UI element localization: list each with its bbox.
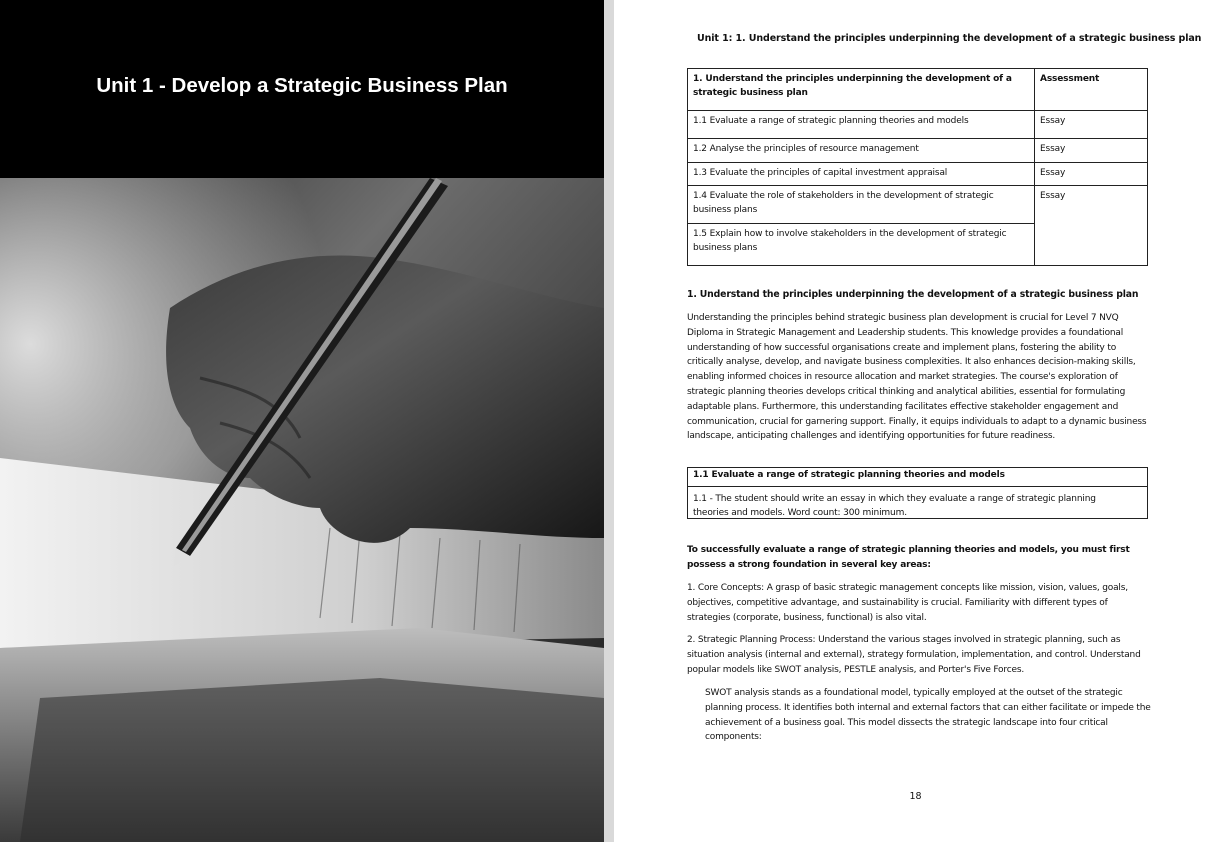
learning-outcomes-table xyxy=(687,68,1148,266)
assessment-cell: Essay xyxy=(1035,139,1148,163)
task-heading: 1.1 Evaluate a range of strategic planning theories and models xyxy=(688,468,1147,487)
page-gutter xyxy=(604,0,614,842)
table-row xyxy=(688,111,1148,139)
task-box xyxy=(687,467,1148,519)
task-body: 1.1 - The student should write an essay in which they evaluate a range of strategic planning theories and models. Word count: 300 minimum. xyxy=(693,494,1096,518)
table-header-row xyxy=(688,69,1148,111)
assessment-cell: Essay xyxy=(1035,186,1148,266)
left-page xyxy=(0,0,604,842)
table-row xyxy=(688,139,1148,163)
criterion-cell: 1.4 Evaluate the role of stakeholders in the development of strategic business plans xyxy=(688,186,1035,224)
core-concepts-paragraph: 1. Core Concepts: A grasp of basic strategic management concepts like mission, vision, values, goals, objectives, competitive advantage, and sustainability is crucial. Familiarity with different types of strategies (corporate, business, functional) is also vital. xyxy=(687,583,1128,623)
swot-paragraph: SWOT analysis stands as a foundational model, typically employed at the outset of the strategic planning process. It identifies both internal and external factors that can either facilitate or impede the achievement of a business goal. This model dissects the strategic landscape into four critical components: xyxy=(705,688,1151,743)
assessment-cell: Essay xyxy=(1035,163,1148,186)
planning-process-paragraph: 2. Strategic Planning Process: Understand the various stages involved in strategic planning, such as situation analysis (internal and external), strategy formulation, implementation, and control. Understand popular models like SWOT analysis, PESTLE analysis, and Porter's Five Forces. xyxy=(687,635,1141,675)
section-heading: 1. Understand the principles underpinning the development of a strategic business plan xyxy=(687,289,1139,300)
intro-paragraph: Understanding the principles behind strategic business plan development is crucial for Level 7 NVQ Diploma in Strategic Management and Leadership students. This knowledge provides a foundational understanding of how successful organisations create and implement plans, fostering the ability to critically analyse, develop, and navigate business complexities. It also enhances decision-making skills, enabling informed choices in resource allocation and market strategies. The course's exploration of strategic planning theories develops critical thinking and analytical abilities, essential for formulating adaptable plans. Furthermore, this understanding facilitates effective stakeholder engagement and communication, crucial for garnering support. Finally, it equips individuals to adapt to a dynamic business landscape, anticipating challenges and identifying opportunities for future readiness. xyxy=(687,313,1147,442)
table-row xyxy=(688,163,1148,186)
criterion-cell: 1.1 Evaluate a range of strategic planning theories and models xyxy=(688,111,1035,139)
assessment-header: Assessment xyxy=(1035,69,1148,111)
assessment-cell: Essay xyxy=(1035,111,1148,139)
title-banner xyxy=(0,0,604,178)
criterion-cell: 1.2 Analyse the principles of resource management xyxy=(688,139,1035,163)
outcome-header: 1. Understand the principles underpinning the development of a strategic business plan xyxy=(688,69,1035,111)
right-page xyxy=(614,0,1217,842)
unit-heading: Unit 1: 1. Understand the principles underpinning the development of a strategic business plan xyxy=(697,33,1202,44)
page-title: Unit 1 - Develop a Strategic Business Plan xyxy=(96,74,508,97)
criterion-cell: 1.3 Evaluate the principles of capital investment appraisal xyxy=(688,163,1035,186)
page-number: 18 xyxy=(909,791,922,802)
table-row xyxy=(688,186,1148,224)
criterion-cell: 1.5 Explain how to involve stakeholders in the development of strategic business plans xyxy=(688,224,1035,266)
foundation-paragraph: To successfully evaluate a range of strategic planning theories and models, you must first possess a strong foundation in several key areas: xyxy=(687,545,1130,570)
hand-writing-photo xyxy=(0,178,604,842)
